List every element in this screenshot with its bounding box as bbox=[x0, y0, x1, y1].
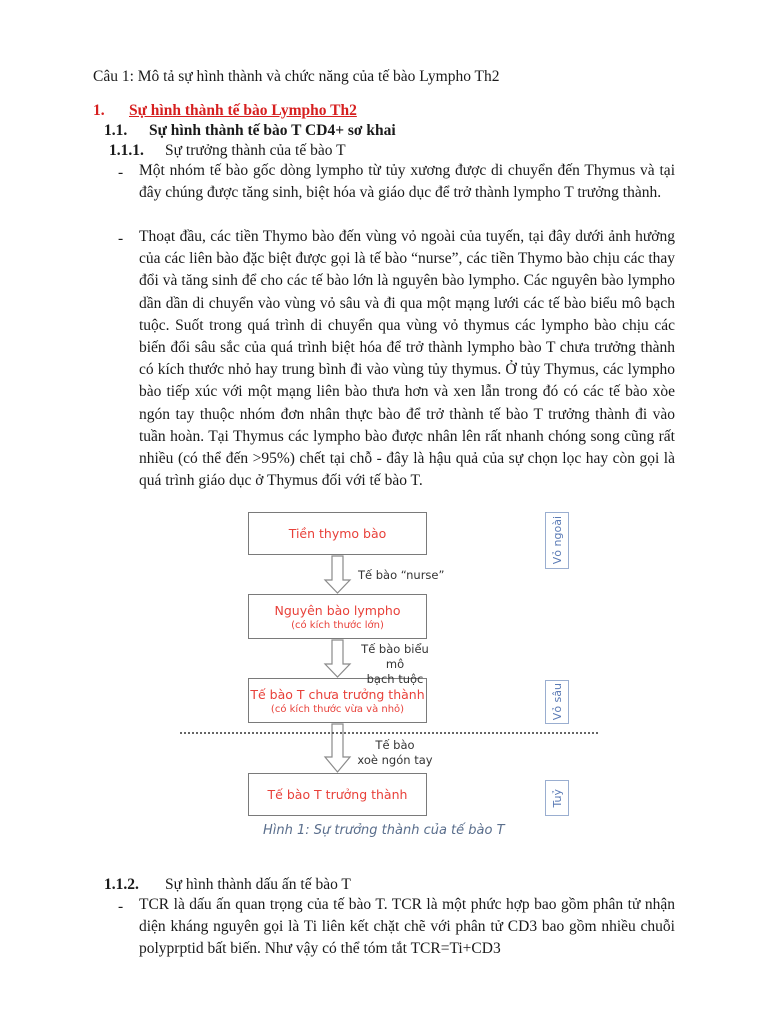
box-2-label: Nguyên bào lympho bbox=[274, 603, 401, 618]
bullet-paragraph-3 bbox=[139, 894, 675, 961]
section-1-number: 1. bbox=[93, 102, 105, 119]
bullet-2-text: Thoạt đầu, các tiền Thymo bào đến vùng vỏ ngoài của tuyến, tại đây dưới ảnh hưởng của các liên bào đặc biệt được gọi là tế bào “nurse”, các tiền Thymo bào chịu các thay đổi và tăng sinh để cho các tế bào lớn là nguyên bào lympho. Các nguyên bào lympho dần dần di chuyển vào vùng vỏ sâu và đi qua một mạng lưới các tế bào biểu mô bạch tuộc. Suốt trong quá trình di chuyển qua vùng vỏ thymus các lympho bào chịu các biến đổi sâu sắc của quá trình biệt hóa để trở thành lympho bào T chưa trưởng thành có kích thước nhỏ hay trung bình đi vào vùng tủy thymus. Ở tủy Thymus, các lympho bào tiếp xúc với một mạng liên bào thưa hơn và xen lẫn trong đó có các tế bào xòe ngón tay thuộc nhóm đơn nhân thực bào để trở thành tế bào T trưởng thành đi vào tuần hoàn. Tại Thymus các lympho bào được nhân lên rất nhanh chóng song cũng rất nhiều (có thể đến >95%) chết tại chỗ - đây là hậu quả của sự chọn lọc hay còn gọi là quá trình giáo dục ở Thymus đối với tế bào T. bbox=[139, 228, 675, 490]
diagram-box-tien-thymo-bao bbox=[248, 512, 427, 555]
section-1-1-1-number: 1.1.1. bbox=[109, 142, 144, 159]
figure-caption: Hình 1: Sự trưởng thành của tế bào T bbox=[263, 823, 505, 838]
box-1-label: Tiền thymo bào bbox=[288, 526, 387, 541]
document-title: Câu 1: Mô tả sự hình thành và chức năng của tế bào Lympho Th2 bbox=[93, 68, 500, 85]
side-label-tuy bbox=[545, 780, 569, 816]
down-arrow-icon bbox=[325, 640, 350, 677]
box-3-label: Tế bào T chưa trưởng thành bbox=[250, 687, 425, 702]
bullet-dash: - bbox=[118, 164, 124, 181]
arrow-2-line-2: bạch tuộc bbox=[366, 672, 424, 686]
arrow-3-line-1: Tế bào bbox=[375, 738, 415, 752]
bullet-paragraph-2 bbox=[139, 226, 675, 492]
box-2-sublabel: (có kích thước lớn) bbox=[291, 620, 384, 631]
section-1-heading: Sự hình thành tế bào Lympho Th2 bbox=[129, 102, 357, 119]
section-1-1-2-heading: Sự hình thành dấu ấn tế bào T bbox=[165, 876, 351, 893]
section-1-1-1-heading: Sự trưởng thành của tế bào T bbox=[165, 142, 346, 159]
arrow-2-line-1: Tế bào biểu mô bbox=[361, 642, 429, 671]
side-2-text: Vỏ sâu bbox=[550, 683, 564, 721]
down-arrow-icon bbox=[325, 724, 350, 772]
section-1-1-2-number: 1.1.2. bbox=[104, 876, 139, 893]
bullet-dash: - bbox=[118, 230, 124, 247]
side-1-text: Vỏ ngoài bbox=[550, 516, 564, 565]
arrow-1-label: Tế bào “nurse” bbox=[358, 568, 445, 582]
box-4-label: Tế bào T trưởng thành bbox=[267, 787, 408, 802]
bullet-1-text: Một nhóm tế bào gốc dòng lympho từ tủy xương được di chuyển đến Thymus và tại đây chúng được tăng sinh, biệt hóa và giáo dục để trở thành lympho T trưởng thành. bbox=[139, 162, 675, 202]
bullet-paragraph-1 bbox=[139, 160, 675, 204]
side-3-text: Tuỷ bbox=[550, 788, 564, 808]
side-label-vo-sau bbox=[545, 680, 569, 724]
arrow-icons bbox=[325, 556, 350, 772]
bullet-3-text: TCR là dấu ấn quan trọng của tế bào T. TCR là một phức hợp bao gồm phân tử nhận diện kháng nguyên gọi là Ti liên kết chặt chẽ với phân tử CD3 bao gồm nhiều chuỗi polyprptid bất biến. Như vậy có thể tóm tắt TCR=Ti+CD3 bbox=[139, 896, 675, 958]
arrow-2-label bbox=[355, 642, 435, 687]
section-1-1-number: 1.1. bbox=[104, 122, 128, 139]
diagram-box-nguyen-bao-lympho bbox=[248, 594, 427, 639]
diagram-box-te-bao-t-truong-thanh bbox=[248, 773, 427, 816]
arrow-3-line-2: xoè ngón tay bbox=[357, 753, 433, 767]
section-1-1-heading: Sự hình thành tế bào T CD4+ sơ khai bbox=[149, 122, 396, 139]
down-arrow-icon bbox=[325, 556, 350, 593]
bullet-dash: - bbox=[118, 898, 124, 915]
arrow-3-label bbox=[355, 738, 435, 768]
box-3-sublabel: (có kích thước vừa và nhỏ) bbox=[270, 704, 405, 715]
side-label-vo-ngoai bbox=[545, 512, 569, 569]
